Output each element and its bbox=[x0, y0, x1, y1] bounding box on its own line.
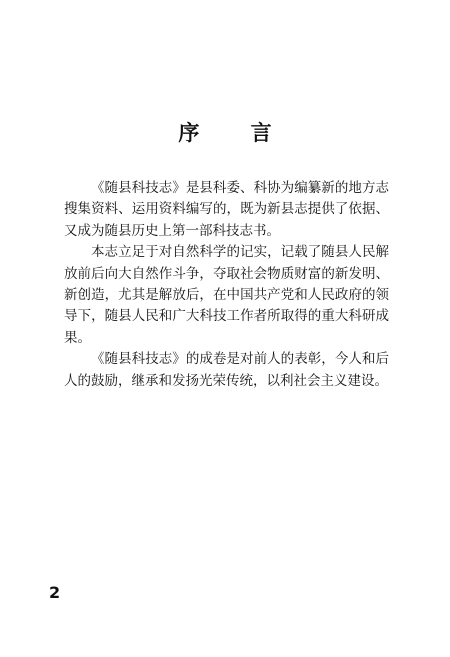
paragraph-1: 《随县科技志》是县科委、科协为编纂新的地方志搜集资料、运用资料编写的，既为新县志提供了依据、又成为随县历史上第一部科技志书。 bbox=[64, 180, 389, 239]
page-title: 序 言 bbox=[178, 120, 294, 145]
paragraph-2: 本志立足于对自然科学的记实，记载了随县人民解放前后向大自然作斗争，夺取社会物质财富的新发明、新创造，尤其是解放后，在中国共产党和人民政府的领导下，随县人民和广大科技工作者所取得的重大科研成果。 bbox=[64, 244, 389, 346]
page-number: 2 bbox=[49, 583, 61, 602]
preface-body bbox=[64, 178, 389, 392]
paragraph-3: 《随县科技志》的成卷是对前人的表彰，今人和后人的鼓励，继承和发扬光荣传统，以利社会主义建设。 bbox=[64, 351, 389, 389]
